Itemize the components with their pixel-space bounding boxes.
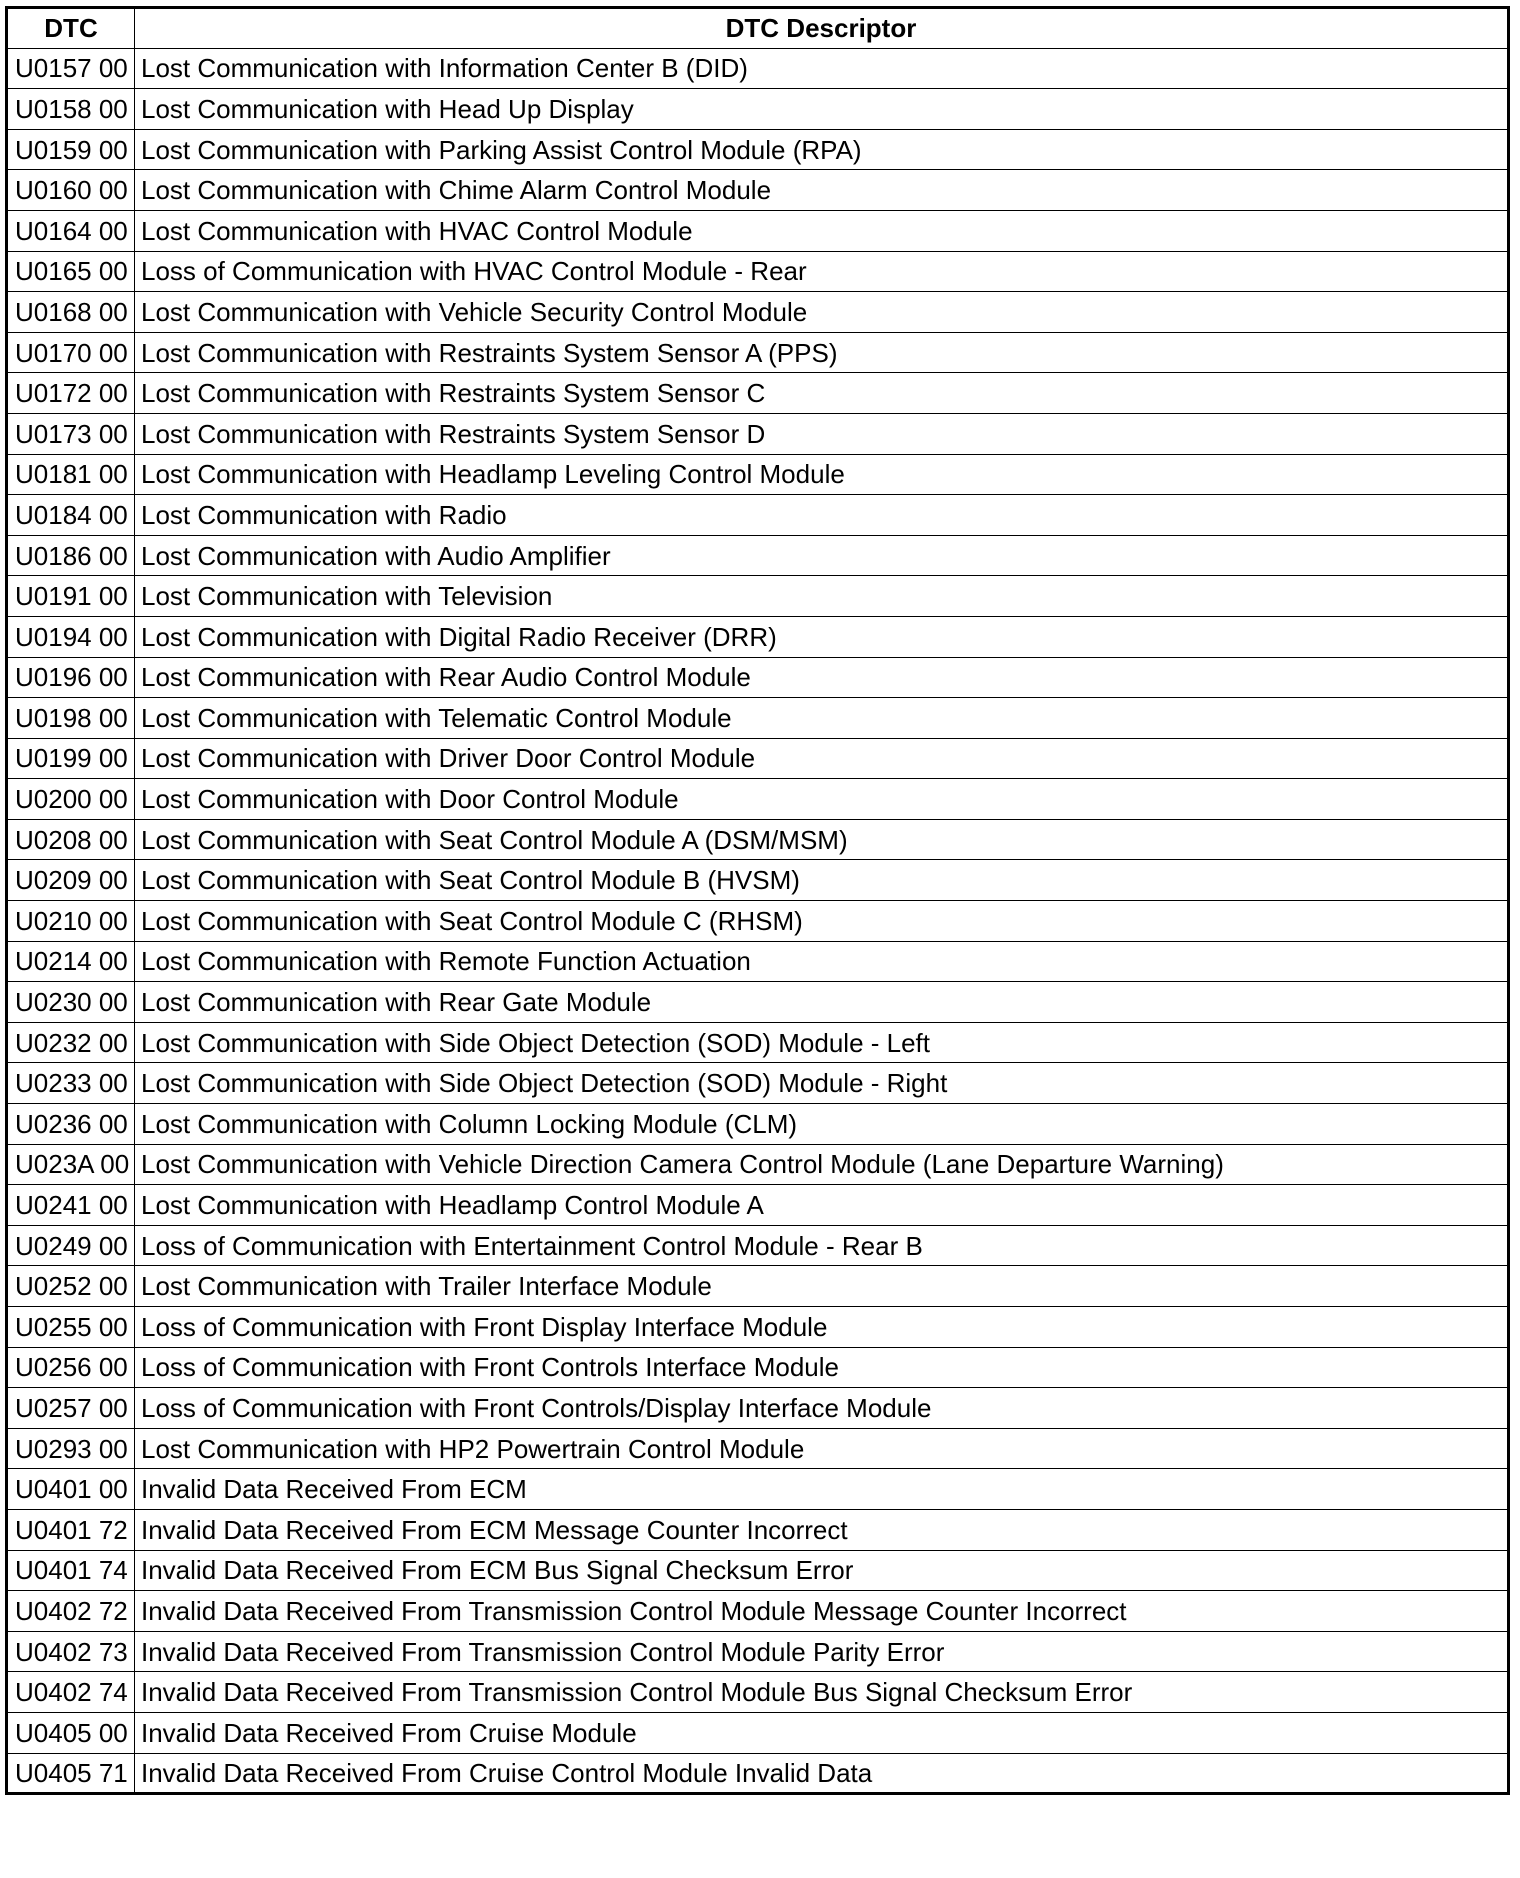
table-row — [7, 292, 1509, 333]
table-row — [7, 1185, 1509, 1226]
table-row — [7, 1063, 1509, 1104]
dtc-code-cell: U023A 00 — [7, 1144, 135, 1185]
table-row — [7, 1347, 1509, 1388]
dtc-code-cell: U0199 00 — [7, 738, 135, 779]
table-row — [7, 129, 1509, 170]
dtc-code-cell: U0256 00 — [7, 1347, 135, 1388]
table-row — [7, 373, 1509, 414]
dtc-descriptor-cell: Lost Communication with Restraints System Sensor A (PPS) — [135, 332, 1509, 373]
dtc-descriptor-cell: Lost Communication with Seat Control Module C (RHSM) — [135, 901, 1509, 942]
dtc-code-cell: U0255 00 — [7, 1307, 135, 1348]
dtc-descriptor-cell: Lost Communication with Audio Amplifier — [135, 535, 1509, 576]
dtc-descriptor-cell: Lost Communication with Radio — [135, 495, 1509, 536]
table-body — [7, 48, 1509, 1794]
table-row — [7, 454, 1509, 495]
dtc-code-cell: U0196 00 — [7, 657, 135, 698]
table-row — [7, 616, 1509, 657]
table-row — [7, 1104, 1509, 1145]
dtc-code-cell: U0405 00 — [7, 1712, 135, 1753]
dtc-code-cell: U0208 00 — [7, 819, 135, 860]
dtc-descriptor-cell: Invalid Data Received From ECM — [135, 1469, 1509, 1510]
dtc-code-cell: U0170 00 — [7, 332, 135, 373]
dtc-descriptor-cell: Lost Communication with Restraints System Sensor C — [135, 373, 1509, 414]
dtc-code-cell: U0198 00 — [7, 698, 135, 739]
table-row — [7, 1225, 1509, 1266]
table-row — [7, 1712, 1509, 1753]
dtc-code-cell: U0159 00 — [7, 129, 135, 170]
dtc-code-cell: U0405 71 — [7, 1753, 135, 1794]
table-row — [7, 1753, 1509, 1794]
dtc-descriptor-cell: Invalid Data Received From Transmission Control Module Message Counter Incorrect — [135, 1591, 1509, 1632]
header-dtc-descriptor: DTC Descriptor — [135, 8, 1509, 49]
dtc-descriptor-cell: Lost Communication with Trailer Interface Module — [135, 1266, 1509, 1307]
table-row — [7, 89, 1509, 130]
dtc-table — [5, 6, 1510, 1795]
dtc-code-cell: U0200 00 — [7, 779, 135, 820]
dtc-code-cell: U0168 00 — [7, 292, 135, 333]
dtc-descriptor-cell: Lost Communication with Chime Alarm Control Module — [135, 170, 1509, 211]
dtc-code-cell: U0402 73 — [7, 1631, 135, 1672]
dtc-descriptor-cell: Lost Communication with Rear Gate Module — [135, 982, 1509, 1023]
table-row — [7, 535, 1509, 576]
dtc-descriptor-cell: Lost Communication with HP2 Powertrain Control Module — [135, 1428, 1509, 1469]
table-row — [7, 332, 1509, 373]
dtc-code-cell: U0160 00 — [7, 170, 135, 211]
dtc-code-cell: U0157 00 — [7, 48, 135, 89]
dtc-descriptor-cell: Lost Communication with Rear Audio Control Module — [135, 657, 1509, 698]
dtc-code-cell: U0194 00 — [7, 616, 135, 657]
dtc-descriptor-cell: Lost Communication with Parking Assist Control Module (RPA) — [135, 129, 1509, 170]
dtc-code-cell: U0186 00 — [7, 535, 135, 576]
header-dtc: DTC — [7, 8, 135, 49]
table-row — [7, 1266, 1509, 1307]
dtc-descriptor-cell: Invalid Data Received From Transmission Control Module Bus Signal Checksum Error — [135, 1672, 1509, 1713]
dtc-descriptor-cell: Lost Communication with Seat Control Module B (HVSM) — [135, 860, 1509, 901]
dtc-code-cell: U0214 00 — [7, 941, 135, 982]
dtc-descriptor-cell: Lost Communication with Restraints System Sensor D — [135, 413, 1509, 454]
dtc-descriptor-cell: Lost Communication with Headlamp Control Module A — [135, 1185, 1509, 1226]
dtc-code-cell: U0173 00 — [7, 413, 135, 454]
dtc-code-cell: U0230 00 — [7, 982, 135, 1023]
dtc-code-cell: U0172 00 — [7, 373, 135, 414]
table-row — [7, 698, 1509, 739]
dtc-code-cell: U0164 00 — [7, 210, 135, 251]
table-row — [7, 251, 1509, 292]
dtc-descriptor-cell: Lost Communication with Information Center B (DID) — [135, 48, 1509, 89]
dtc-descriptor-cell: Lost Communication with Column Locking Module (CLM) — [135, 1104, 1509, 1145]
table-row — [7, 1672, 1509, 1713]
table-row — [7, 1022, 1509, 1063]
table-row — [7, 819, 1509, 860]
dtc-code-cell: U0402 74 — [7, 1672, 135, 1713]
dtc-descriptor-cell: Lost Communication with Remote Function Actuation — [135, 941, 1509, 982]
dtc-descriptor-cell: Loss of Communication with HVAC Control Module - Rear — [135, 251, 1509, 292]
dtc-code-cell: U0252 00 — [7, 1266, 135, 1307]
dtc-descriptor-cell: Loss of Communication with Entertainment Control Module - Rear B — [135, 1225, 1509, 1266]
dtc-descriptor-cell: Invalid Data Received From Transmission Control Module Parity Error — [135, 1631, 1509, 1672]
dtc-descriptor-cell: Lost Communication with Telematic Control Module — [135, 698, 1509, 739]
dtc-code-cell: U0257 00 — [7, 1388, 135, 1429]
table-row — [7, 738, 1509, 779]
dtc-code-cell: U0401 74 — [7, 1550, 135, 1591]
dtc-code-cell: U0241 00 — [7, 1185, 135, 1226]
dtc-descriptor-cell: Invalid Data Received From ECM Bus Signal Checksum Error — [135, 1550, 1509, 1591]
dtc-code-cell: U0165 00 — [7, 251, 135, 292]
table-row — [7, 1144, 1509, 1185]
dtc-descriptor-cell: Loss of Communication with Front Display Interface Module — [135, 1307, 1509, 1348]
table-row — [7, 1550, 1509, 1591]
table-row — [7, 576, 1509, 617]
dtc-descriptor-cell: Lost Communication with Driver Door Control Module — [135, 738, 1509, 779]
dtc-descriptor-cell: Loss of Communication with Front Controls/Display Interface Module — [135, 1388, 1509, 1429]
dtc-descriptor-cell: Lost Communication with Vehicle Security Control Module — [135, 292, 1509, 333]
dtc-code-cell: U0209 00 — [7, 860, 135, 901]
table-row — [7, 779, 1509, 820]
dtc-descriptor-cell: Lost Communication with Digital Radio Receiver (DRR) — [135, 616, 1509, 657]
table-row — [7, 941, 1509, 982]
table-row — [7, 982, 1509, 1023]
dtc-code-cell: U0181 00 — [7, 454, 135, 495]
dtc-code-cell: U0236 00 — [7, 1104, 135, 1145]
table-row — [7, 170, 1509, 211]
table-row — [7, 48, 1509, 89]
dtc-code-cell: U0401 00 — [7, 1469, 135, 1510]
dtc-descriptor-cell: Lost Communication with Side Object Detection (SOD) Module - Right — [135, 1063, 1509, 1104]
table-row — [7, 1428, 1509, 1469]
table-row — [7, 1509, 1509, 1550]
dtc-descriptor-cell: Lost Communication with Side Object Detection (SOD) Module - Left — [135, 1022, 1509, 1063]
dtc-descriptor-cell: Lost Communication with Door Control Module — [135, 779, 1509, 820]
dtc-code-cell: U0402 72 — [7, 1591, 135, 1632]
dtc-descriptor-cell: Invalid Data Received From Cruise Module — [135, 1712, 1509, 1753]
table-row — [7, 1469, 1509, 1510]
table-row — [7, 413, 1509, 454]
table-row — [7, 860, 1509, 901]
dtc-descriptor-cell: Lost Communication with Vehicle Direction Camera Control Module (Lane Departure Warning) — [135, 1144, 1509, 1185]
dtc-descriptor-cell: Lost Communication with HVAC Control Module — [135, 210, 1509, 251]
dtc-code-cell: U0401 72 — [7, 1509, 135, 1550]
table-header-row — [7, 8, 1509, 49]
table-row — [7, 210, 1509, 251]
table-row — [7, 1388, 1509, 1429]
table-row — [7, 1591, 1509, 1632]
dtc-descriptor-cell: Loss of Communication with Front Controls Interface Module — [135, 1347, 1509, 1388]
table-row — [7, 901, 1509, 942]
dtc-descriptor-cell: Lost Communication with Head Up Display — [135, 89, 1509, 130]
table-row — [7, 495, 1509, 536]
dtc-code-cell: U0184 00 — [7, 495, 135, 536]
table-row — [7, 1307, 1509, 1348]
dtc-descriptor-cell: Lost Communication with Television — [135, 576, 1509, 617]
dtc-code-cell: U0233 00 — [7, 1063, 135, 1104]
dtc-code-cell: U0232 00 — [7, 1022, 135, 1063]
dtc-code-cell: U0210 00 — [7, 901, 135, 942]
dtc-code-cell: U0158 00 — [7, 89, 135, 130]
table-row — [7, 1631, 1509, 1672]
dtc-descriptor-cell: Invalid Data Received From Cruise Control Module Invalid Data — [135, 1753, 1509, 1794]
dtc-code-cell: U0191 00 — [7, 576, 135, 617]
dtc-descriptor-cell: Lost Communication with Headlamp Leveling Control Module — [135, 454, 1509, 495]
dtc-code-cell: U0293 00 — [7, 1428, 135, 1469]
dtc-code-cell: U0249 00 — [7, 1225, 135, 1266]
dtc-descriptor-cell: Lost Communication with Seat Control Module A (DSM/MSM) — [135, 819, 1509, 860]
table-row — [7, 657, 1509, 698]
dtc-descriptor-cell: Invalid Data Received From ECM Message Counter Incorrect — [135, 1509, 1509, 1550]
